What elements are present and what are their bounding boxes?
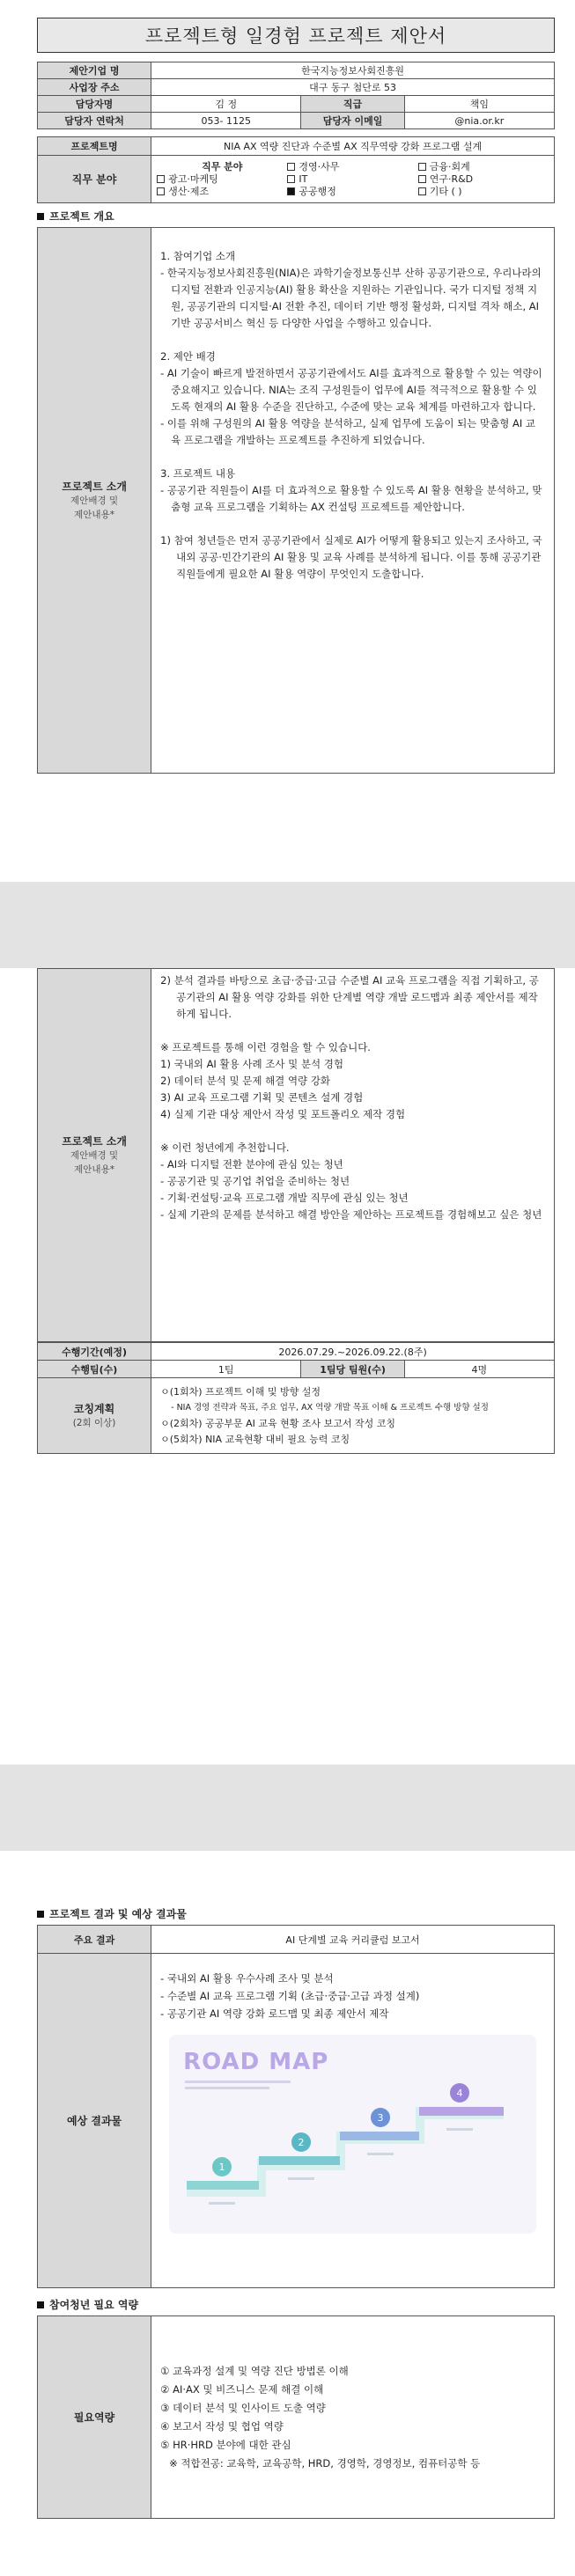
- coaching-sub-item: - NIA 경영 전략과 목표, 주요 업무, AX 역량 개발 목표 이해 & 프로젝트 수행 방향 설정: [171, 1402, 489, 1413]
- overview-section-title: 프로젝트 개요: [37, 209, 555, 224]
- company-address: 대구 동구 첨단로 53: [151, 79, 555, 96]
- checkbox-icon: [418, 187, 426, 195]
- expected-result-content: [151, 1954, 555, 2288]
- checkbox-icon: [418, 163, 426, 171]
- checkbox-icon: [157, 175, 165, 183]
- company-address-label: 사업장 주소: [38, 79, 151, 96]
- recommend-item: - 실제 기관의 문제를 분석하고 해결 방안을 제안하는 프로젝트를 경험해보고 싶은 청년: [160, 1208, 542, 1221]
- company-intro-text: - 한국지능정보사회진흥원(NIA)은 과학기술정보통신부 산하 공공기관으로, 우리나라의 디지털 전환과 인공지능(AI) 활용 확산을 지원하는 기관입니다. 국가 디지털 정책 지원, 공공기관의 디지털·AI 전환 추진, 데이터 기반 행정 활성화, 디지털 격차 해소, AI 기반 공공서비스 혁신 등 다양한 사업을 수행하고 있습니다.: [160, 267, 542, 329]
- overview-label: 프로젝트 소개 제안배경 및 제안내용*: [38, 228, 151, 774]
- checkbox-checked-icon: [287, 187, 295, 195]
- field-option-management: 경영·사무: [287, 161, 417, 173]
- project-name: NIA AX 역량 진단과 수준별 AX 직무역량 강화 프로그램 설계: [151, 137, 555, 156]
- company-name: 한국지능정보사회진흥원: [151, 62, 555, 79]
- roadmap-image: [169, 2035, 536, 2234]
- competency-item: ④ 보고서 작성 및 협업 역량: [160, 2419, 284, 2433]
- checkbox-icon: [418, 175, 426, 183]
- roadmap-step-label: 3: [377, 2112, 384, 2124]
- roadmap-stairs-graphic: [169, 2035, 528, 2234]
- field-option-public-admin: 공공행정: [287, 186, 417, 198]
- project-info-table: [37, 136, 555, 203]
- period-value: 2026.07.29.~2026.09.22.(8주): [151, 1343, 555, 1361]
- field-option-marketing: 광고·마케팅: [157, 173, 287, 186]
- manager-email: @nia.or.kr: [404, 113, 554, 129]
- content-step-1: 1) 참여 청년들은 먼저 공공기관에서 실제로 AI가 어떻게 활용되고 있는지 조사하고, 국내외 공공·민간기관의 AI 활용 및 교육 사례를 분석하게 됩니다. 이를 통해 공공기관 직원들에게 필요한 AI 활용 역량이 무엇인지 도출합니다.: [160, 534, 542, 580]
- expected-result-label: 예상 결과물: [38, 1954, 151, 2288]
- schedule-table: [37, 1342, 555, 1454]
- page-3: [37, 1901, 555, 2519]
- job-field-header: 직무 분야: [202, 160, 243, 172]
- square-bullet-icon: [37, 2301, 44, 2308]
- competency-item: ⑤ HR·HRD 분야에 대한 관심: [160, 2438, 291, 2451]
- members-value: 4명: [404, 1361, 554, 1378]
- expected-item: - 공공기관 AI 역량 강화 로드맵 및 최종 제안서 제작: [160, 2007, 389, 2020]
- overview-table: [37, 227, 555, 774]
- recommend-item: - AI와 디지털 전환 분야에 관심 있는 청년: [160, 1158, 343, 1171]
- expected-item: - 수준별 AI 교육 프로그램 기획 (초급·중급·고급 과정 설계): [160, 1990, 420, 2002]
- company-name-label: 제안기업 명: [38, 62, 151, 79]
- competency-content: [151, 2316, 555, 2519]
- overview-continued-table: [37, 968, 555, 1342]
- experience-title: ※ 프로젝트를 통해 이런 경험을 할 수 있습니다.: [160, 1041, 371, 1053]
- company-info-table: [37, 62, 555, 129]
- main-result-label: 주요 결과: [38, 1926, 151, 1954]
- experience-item: 4) 실제 기관 대상 제안서 작성 및 포트폴리오 제작 경험: [160, 1108, 406, 1120]
- coaching-item: ㅇ(5회차) NIA 교육현황 대비 필요 능력 코칭: [160, 1433, 350, 1445]
- recommend-title: ※ 이런 청년에게 추천합니다.: [160, 1141, 290, 1154]
- page-2: [37, 968, 555, 1454]
- page-1: [37, 18, 555, 774]
- field-option-it: IT: [287, 173, 417, 186]
- checkbox-icon: [287, 175, 295, 183]
- coaching-item: ㅇ(1회차) 프로젝트 이해 및 방향 설정: [160, 1385, 321, 1398]
- job-field-label: 직무 분야: [38, 156, 151, 203]
- field-option-research: 연구·R&D: [418, 173, 549, 186]
- manager-phone: 053- 1125: [151, 113, 301, 129]
- results-section-title: 프로젝트 결과 및 예상 결과물: [37, 1906, 555, 1921]
- roadmap-step-label: 4: [456, 2088, 463, 2099]
- field-option-production: 생산·제조: [157, 186, 287, 198]
- competency-item: ③ 데이터 분석 및 인사이트 도출 역량: [160, 2401, 326, 2414]
- company-intro-title: 1. 참여기업 소개: [160, 250, 236, 262]
- field-option-other: 기타 ( ): [418, 186, 549, 198]
- period-label: 수행기간(예정): [38, 1343, 151, 1361]
- content-text: - 공공기관 직원들이 AI를 더 효과적으로 활용할 수 있도록 AI 활용 현황을 분석하고, 맞춤형 교육 프로그램을 기획하는 AX 컨설팅 프로젝트를 제안합니다.: [160, 484, 542, 513]
- experience-item: 1) 국내외 AI 활용 사례 조사 및 분석 경험: [160, 1058, 343, 1070]
- email-label: 담당자 이메일: [301, 113, 404, 129]
- project-name-label: 프로젝트명: [38, 137, 151, 156]
- manager-label: 담당자명: [38, 96, 151, 113]
- square-bullet-icon: [37, 1911, 44, 1918]
- main-result-value: AI 단계별 교육 커리큘럼 보고서: [151, 1926, 555, 1954]
- coaching-label: 코칭계획 (2회 이상): [38, 1378, 151, 1454]
- competency-label: 필요역량: [38, 2316, 151, 2519]
- competency-item: ② AI·AX 및 비즈니스 문제 해결 이해: [160, 2382, 324, 2396]
- experience-item: 2) 데이터 분석 및 문제 해결 역량 강화: [160, 1075, 331, 1087]
- rank-label: 직급: [301, 96, 404, 113]
- teams-value: 1팀: [151, 1361, 301, 1378]
- recommend-item: - 공공기관 및 공기업 취업을 준비하는 청년: [160, 1175, 350, 1187]
- coaching-item: ㅇ(2회차) 공공부문 AI 교육 현황 조사 보고서 작성 코칭: [160, 1417, 395, 1429]
- competency-section-title: 참여청년 필요 역량: [37, 2297, 555, 2312]
- overview-label-continued: 프로젝트 소개 제안배경 및 제안내용*: [38, 969, 151, 1342]
- results-table: [37, 1925, 555, 2288]
- square-bullet-icon: [37, 213, 44, 220]
- coaching-content: [151, 1378, 555, 1454]
- roadmap-title: ROAD MAP: [183, 2049, 329, 2075]
- job-field-options: [151, 156, 555, 203]
- background-text-1: - AI 기술이 빠르게 발전하면서 공공기관에서도 AI를 효과적으로 활용할 수 있는 역량이 중요해지고 있습니다. NIA는 조직 구성원들이 업무에 AI를 적극적으로 활용할 수 있도록 현재의 AI 활용 수준을 진단하고, 수준에 맞는 교육 체계를 마련하고자 합니다.: [160, 367, 542, 413]
- roadmap-step-label: 1: [218, 2161, 225, 2173]
- overview-content-continued: [151, 969, 555, 1342]
- members-label: 1팀당 팀원(수): [301, 1361, 404, 1378]
- manager-rank: 책임: [404, 96, 554, 113]
- overview-content: [151, 228, 555, 774]
- experience-item: 3) AI 교육 프로그램 기획 및 콘텐츠 설계 경험: [160, 1091, 364, 1104]
- field-option-finance: 금융·회계: [418, 161, 549, 173]
- page-gap: [0, 882, 575, 968]
- phone-label: 담당자 연락처: [38, 113, 151, 129]
- content-title: 3. 프로젝트 내용: [160, 467, 236, 480]
- recommend-item: - 기획·컨설팅·교육 프로그램 개발 직무에 관심 있는 청년: [160, 1192, 409, 1204]
- roadmap-step-label: 2: [298, 2137, 305, 2148]
- expected-item: - 국내외 AI 활용 우수사례 조사 및 분석: [160, 1972, 334, 1985]
- background-text-2: - 이를 위해 구성원의 AI 활용 역량을 분석하고, 실제 업무에 도움이 되는 맞춤형 AI 교육 프로그램을 개발하는 프로젝트를 추진하게 되었습니다.: [160, 417, 535, 446]
- content-step-2: 2) 분석 결과를 바탕으로 초급·중급·고급 수준별 AI 교육 프로그램을 직접 기획하고, 공공기관의 AI 활용 역량 강화를 위한 단계별 역량 개발 로드맵과 최종 제안서를 제작하게 됩니다.: [160, 974, 539, 1020]
- competency-note: ※ 적합전공: 교육학, 교육공학, HRD, 경영학, 경영정보, 컴퓨터공학 등: [169, 2456, 481, 2470]
- document-title: 프로젝트형 일경험 프로젝트 제안서: [37, 18, 555, 53]
- manager-name: 김 정: [151, 96, 301, 113]
- background-title: 2. 제안 배경: [160, 350, 216, 363]
- competency-item: ① 교육과정 설계 및 역량 진단 방법론 이해: [160, 2364, 349, 2377]
- checkbox-icon: [287, 163, 295, 171]
- checkbox-icon: [157, 187, 165, 195]
- page-gap: [0, 1765, 575, 1851]
- competency-table: [37, 2315, 555, 2519]
- teams-label: 수행팀(수): [38, 1361, 151, 1378]
